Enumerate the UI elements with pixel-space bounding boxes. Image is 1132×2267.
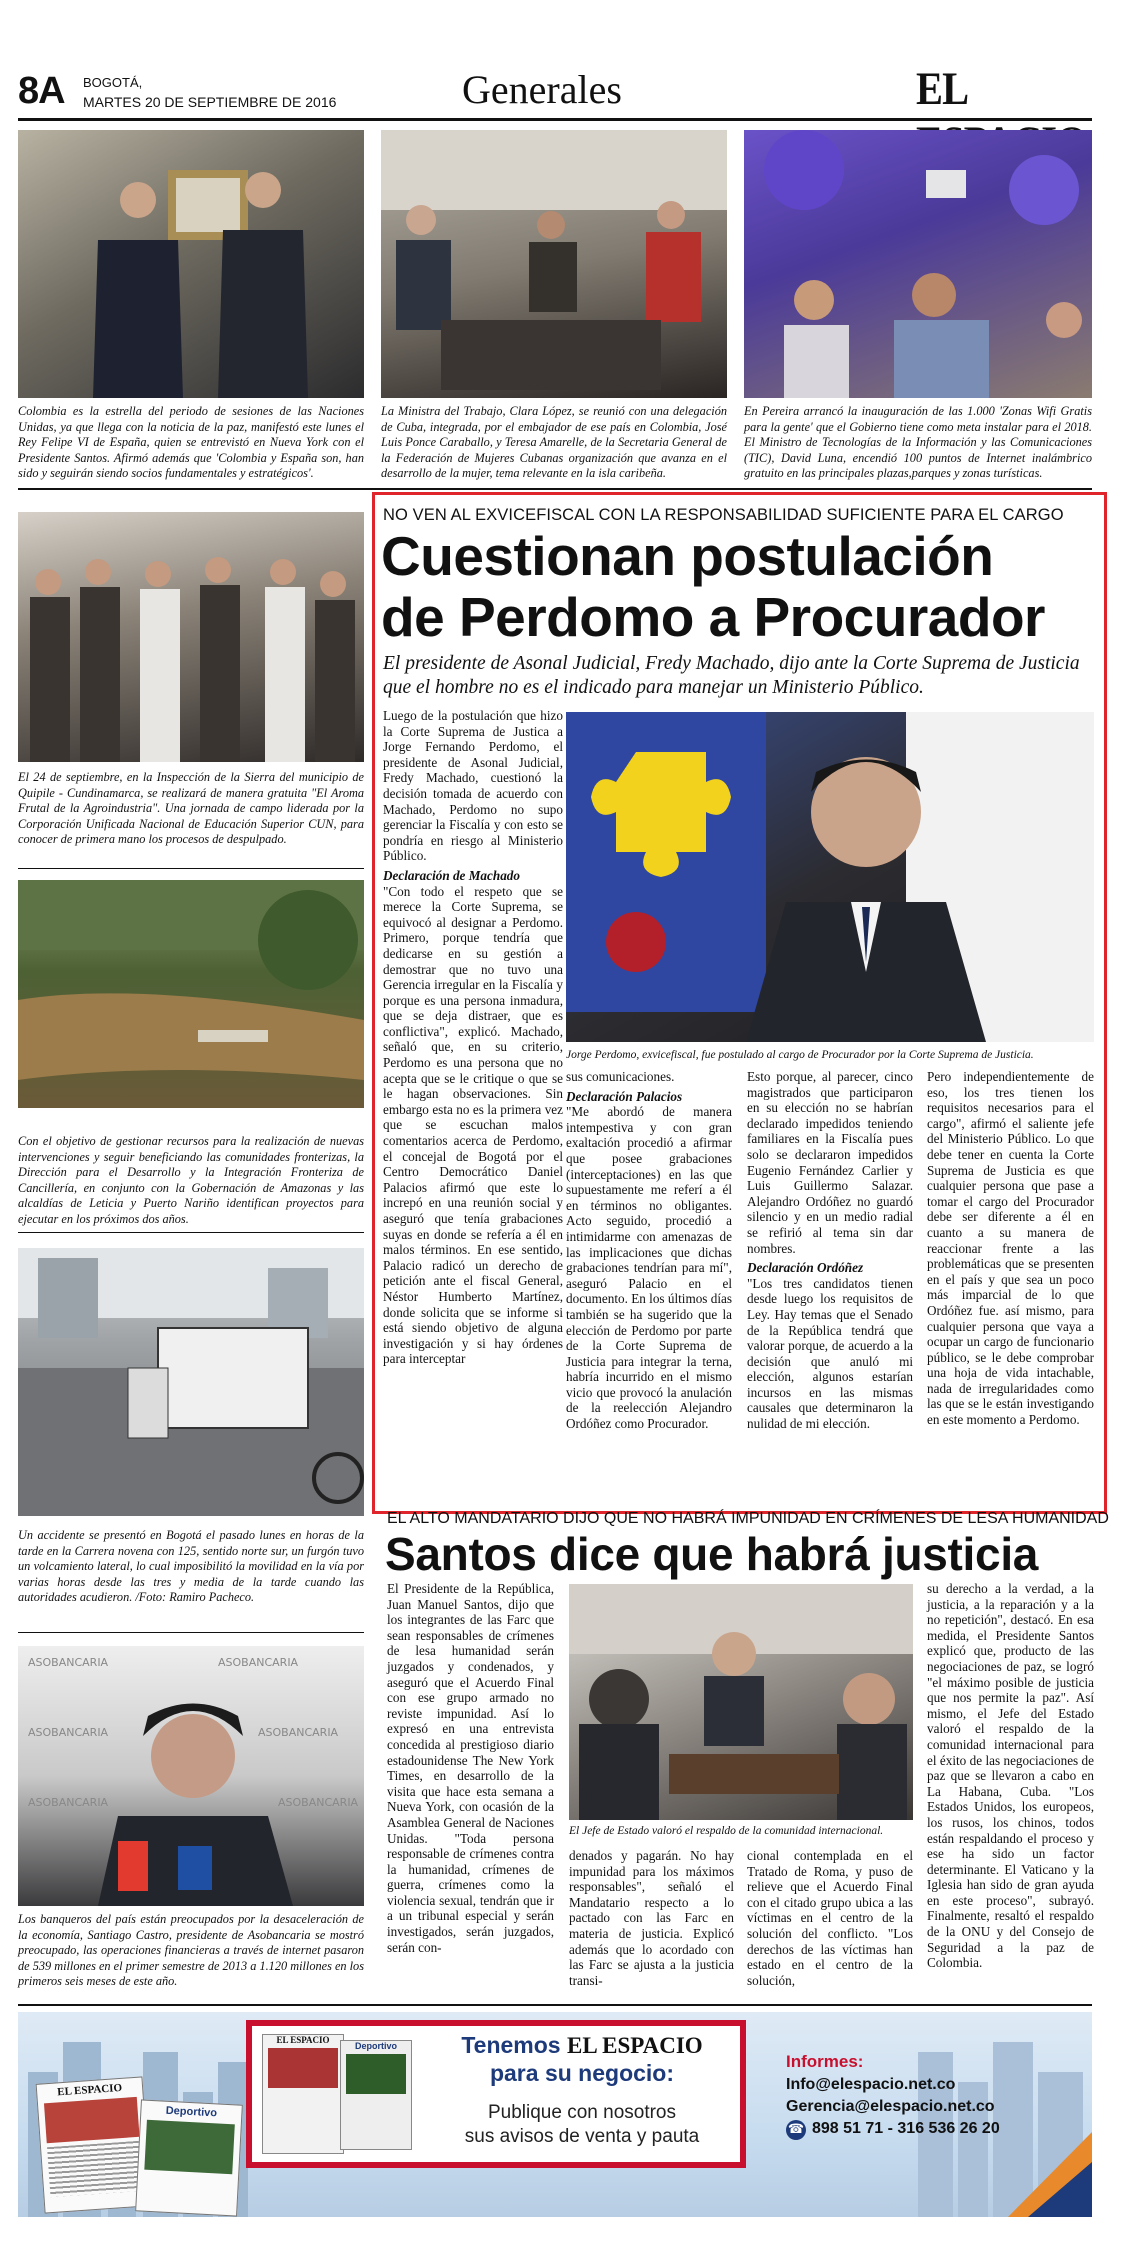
main-subhead-palacios: Declaración Palacios	[566, 1088, 683, 1104]
main-col-2	[566, 1069, 732, 1432]
second-col-1-text: El Presidente de la República, Juan Manuel Santos, dijo que los integrantes de las Farc que sean responsables de crímenes de lesa humanidad serán juzgados y condenados, y aseguró que el Acuerdo Final con ese grupo armado no reviste impunidad. Así lo expresó en una entrevista concedida al prestigioso diario estadounidense The New York Times, en desarrollo de la visita que hace esta semana a Nueva York, con ocasión de la Asamblea General de Naciones Unidas. "Toda persona responsable de crímenes contra la humanidad, crímenes de guerra, crímenes como la violencia sexual, tendrán que ir a un tribunal especial y serán investigados, serán juzgados, serán con-	[387, 1581, 554, 1955]
photo-overturned-truck-icon	[18, 1248, 364, 1516]
svg-text:ASOBANCARIA: ASOBANCARIA	[258, 1726, 339, 1739]
top-caption-1: Colombia es la estrella del periodo de sesiones de las Naciones Unidas, ya que llega con la noticia de la paz, manifestó este lunes el Rey Felipe VI de España, quien se entrevistó en Nueva York con el Presidente Santos. Afirmó además que 'Colombia y España son, han sido y seguirán siendo socios fundamentales y estratégicos'.	[18, 404, 364, 480]
left-rule-2	[18, 1232, 364, 1233]
top-caption-2: La Ministra del Trabajo, Clara López, se reunió con una delegación de Cuba, integrada, por el embajador de ese país en Colombia, José Luis Ponce Caraballo, y Teresa Amarelle, de la Secretaria General de la Federación de Mujeres Cubanas organización que avanza en el desarrollo de la mujer, tema relevante en la isla caribeña.	[381, 404, 727, 480]
left-photo-4	[18, 1646, 364, 1906]
left-photo-3	[18, 1248, 364, 1516]
second-col-3-text: cional contemplada en el Tratado de Roma, y puso de relieve que el Acuerdo Final con el citado grupo ubica a las víctimas en el centro de la solución del conflicto. "Los derechos de las víctimas han estado en el centro de la solución,	[747, 1848, 913, 1988]
main-col-4	[927, 1069, 1094, 1428]
main-col-3-text: Esto porque, al parecer, cinco magistrados que participaron en su elección no se habrían declarado impedidos teniendo familiares en la Fiscalía pues solo se declararon impedidos Eugenio Fernández Carlier y Luis Guillermo Salazar. Alejandro Ordóñez no guardó silencio y en un medio radial se refirió al tema sin dar nombres.	[747, 1069, 913, 1256]
mini-newspaper-title: EL ESPACIO	[56, 2081, 123, 2099]
left-caption-2: Con el objetivo de gestionar recursos para la realización de nuevas intervenciones y seguir beneficiando las comunidades fronterizas, la Dirección para el Desarrollo y la Integración Fronteriza de Cancillería, en conjunto con la Gobernación de Amazonas y las alcaldías de Leticia y Puerto Nariño identifican proyectos para ejecutar en los próximos dos años.	[18, 1134, 364, 1226]
billboard-newspaper-2	[340, 2040, 412, 2150]
main-col-1-intro	[383, 708, 563, 1367]
second-kicker: EL ALTO MANDATARIO DIJO QUE NO HABRÁ IMPUNIDAD EN CRÍMENES DE LESA HUMANIDAD	[387, 1510, 1109, 1527]
left-photo-1	[18, 512, 364, 762]
main-col-4-text: Pero independientemente de eso, los tres tienen los requisitos necesarios para el cargo", afirmó el saliente jefe del Ministerio Público. Lo que debe tener en cuenta la Corte Suprema de Justicia es que cualquier persona que pase a tomar el cargo del Procurador debe ser diferente a él en cuanto a su manera de reaccionar frente a las problemáticas que se presenten en el país y que sea un poco más imparcial de lo que Ordóñez fue. así mismo, para cualquier persona que vaya a ocupar un cargo de funcionario público, se le debe comprobar una hoja de vida intachable, nada de irregularidades como las que se le están investigando en este momento a Perdomo.	[927, 1069, 1094, 1428]
newspaper-logo: EL	[916, 63, 966, 115]
main-deck: El presidente de Asonal Judicial, Fredy Machado, dijo ante la Corte Suprema de Justicia que el hombre no es el indicado para manejar un Ministerio Público.	[383, 653, 1080, 698]
top-photo-2	[381, 130, 727, 398]
ad-top-rule	[18, 2004, 1092, 2006]
main-subhead-machado: Declaración de Machado	[383, 867, 520, 883]
photo-river-border-icon	[18, 880, 364, 1108]
ad-email-2[interactable]: Gerencia@elespacio.net.co	[786, 2098, 995, 2115]
photo-ministra-trabajo-icon	[381, 130, 727, 398]
top-photo-1	[18, 130, 364, 398]
main-col-1b-text: "Con todo el respeto que se merece la Corte Suprema, se equivocó al designar a Perdomo. Primero, porque tendría que dedicarse en su gestión a demostrar que no tuvo una Gerencia irregular en la Fiscalía y porque es una persona inmadura, que se deja distraer, que es conflictiva", explicó. Machado, señaló que, en su criterio, Perdomo es una persona que no acepta que se le critique o que se le hagan observaciones. Sin embargo esta no es la primera vez que se escuchan malos comentarios acerca de Perdomo, el concejal de Bogotá por el Centro Democrático Daniel Palacios afirmó que este lo increpó en una reunión social y aseguró que tenía grabaciones suyas en donde se refería a él en malos términos. En ese sentido, Palacio radicó un derecho de petición ante el fiscal General, Néstor Humberto Martínez, donde solicita que se informe si está siendo objetivo de alguna investigación y si hay órdenes para interceptar	[383, 883, 563, 1367]
ad-line-2: para su negocio:	[489, 2060, 675, 2086]
ad-line-3: Publique con nosotros	[487, 2102, 676, 2123]
main-subhead-ordonez: Declaración Ordóñez	[747, 1260, 864, 1276]
main-col-1-text: Luego de la postulación que hizo la Corte Suprema de Justica a Jorge Fernando Perdomo, el presidente de Asonal Judicial, Fredy Machado, cuestionó la decisión tomada de acuerdo con Machado, Perdomo no supo gerenciar la Fiscalía y con esto se pondría en riesgo al Ministerio Público.	[383, 708, 563, 864]
second-col-1	[387, 1581, 554, 1955]
photo-santos-felipe-icon	[18, 130, 364, 398]
masthead-city: BOGOTÁ,	[83, 75, 143, 90]
main-col-3	[747, 1069, 913, 1432]
mini-photo-icon	[44, 2097, 140, 2143]
main-col-2-text: sus comunicaciones.	[566, 1069, 675, 1084]
ad-phones: 898 51 71 - 316 536 26 20	[812, 2120, 1000, 2137]
svg-text:ASOBANCARIA: ASOBANCARIA	[278, 1796, 359, 1809]
main-photo-caption: Jorge Perdomo, exvicefiscal, fue postulado al cargo de Procurador por la Corte Suprema de Justicia.	[566, 1049, 1034, 1061]
ad-line-1b: EL ESPACIO	[566, 2033, 703, 2058]
mini-text-lines	[47, 2141, 143, 2197]
second-headline: Santos dice que habrá justicia	[385, 1528, 1039, 1580]
second-col-2-text: denados y pagarán. No hay impunidad para los máximos responsables", señaló el Mandatario respecto a lo pactado con las Farc en materia de justicia. Explicó además que lo acordado con las Farc se ajusta a la justicia transi-	[569, 1848, 734, 1988]
ad-banner	[18, 2012, 1092, 2217]
svg-text:ASOBANCARIA: ASOBANCARIA	[28, 1656, 109, 1669]
section-title: Generales	[462, 67, 622, 112]
left-caption-3: Un accidente se presentó en Bogotá el pasado lunes en horas de la tarde en la Carrera novena con 125, sentido norte sur, un furgón tuvo un volcamiento lateral, lo cual imposibilitó la movilidad en la vía por varias horas desde las tres y media de la tarde cuando las autoridades acudieron. /Foto: Ramiro Pacheco.	[18, 1528, 364, 1604]
billboard-newspaper-title: EL ESPACIO	[276, 2035, 330, 2045]
phone-icon: ☎	[786, 2120, 806, 2140]
left-rule-3	[18, 1632, 364, 1633]
ad-billboard	[246, 2020, 746, 2168]
second-photo	[569, 1584, 913, 1820]
svg-text:ASOBANCARIA: ASOBANCARIA	[28, 1726, 109, 1739]
second-photo-caption: El Jefe de Estado valoró el respaldo de la comunidad internacional.	[569, 1825, 884, 1837]
mini-sports-photo-icon	[144, 2120, 234, 2175]
second-col-2	[569, 1848, 734, 1988]
mini-newspaper-2	[135, 2099, 243, 2216]
billboard-photo-icon	[268, 2048, 338, 2088]
svg-text:ASOBANCARIA: ASOBANCARIA	[28, 1796, 109, 1809]
main-col-2b-text: "Me abordó de manera intempestiva y con gran exaltación procedió a afirmar que posee grabaciones (interceptaciones) en las que supuestamente me referí a él en términos no obligantes. Acto seguido, procedió a intimidarme con amenazas de las implicaciones que dichas grabaciones tendrían para mí", aseguró Palacio en el documento. En los últimos días también se ha sugerido que la elección de Perdomo por parte de la Corte Suprema de Justicia para integrar la terna, habría incurrido en el mismo vicio que provocó la anulación de la reelección Alejandro Ordóñez como Procurador.	[566, 1104, 732, 1432]
mini-deportivo-title: Deportivo	[165, 2104, 218, 2120]
second-col-3	[747, 1848, 913, 1988]
photo-zonas-wifi-icon	[744, 130, 1092, 398]
masthead-date: MARTES 20 DE SEPTIEMBRE DE 2016	[83, 94, 337, 110]
left-photo-2	[18, 880, 364, 1108]
left-caption-1: El 24 de septiembre, en la Inspección de la Sierra del municipio de Quipile - Cundinamarca, se realizará de manera gratuita "El Aroma Frutal de la Agroindustria". Una jornada de campo liderada por la Corporación Unificada Nacional de Educación Superior CUN, para conocer de primera mano los procesos de despulpado.	[18, 770, 364, 846]
left-caption-4: Los banqueros del país están preocupados por la desaceleración de la economía, Santiago Castro, presidente de Asobancaria se mostró preocupado, las operaciones financieras a través de internet pasaron de 539 millones en el primer semestre de 2013 a 1.120 millones en los primeros seis meses de este año.	[18, 1912, 364, 1988]
top-row-rule	[18, 488, 1092, 490]
photo-quipile-group-icon	[18, 512, 364, 762]
top-photo-3	[744, 130, 1092, 398]
billboard-newspaper-1	[262, 2034, 344, 2154]
ad-info-title: Informes:	[786, 2052, 864, 2071]
ad-email-1[interactable]: Info@elespacio.net.co	[786, 2076, 956, 2093]
left-rule-1	[18, 868, 364, 869]
photo-jorge-perdomo-icon	[566, 712, 1094, 1042]
svg-text:ASOBANCARIA: ASOBANCARIA	[218, 1656, 299, 1669]
main-headline-2: de Perdomo a Procurador	[381, 586, 1045, 648]
photo-asobancaria-icon	[18, 1646, 364, 1906]
main-col-3b-text: "Los tres candidatos tienen desde luego los requisitos de Ley. Hay temas que el Senado de la República tendrá que valorar porque, de acuerdo a la decisión que anuló mi elección, algunos estarían incursos en las mismas causales que determinaron la nulidad de mi elección.	[747, 1275, 913, 1432]
ad-line-4: sus avisos de venta y pauta	[464, 2126, 700, 2147]
second-col-4-text: su derecho a la verdad, a la justicia, a la reparación y a la no repetición", destacó. En esa medida, el Presidente Santos explicó que, producto de las negociaciones de paz, se logró "el máximo posible de justicia que nos permite la paz". Así mismo, el Jefe del Estado valoró el respaldo de la comunidad internacional para el éxito de las negociaciones de paz que se llevaron a cabo en La Habana, Cuba. "Los Estados Unidos, los europeos, los rusos, los chinos, todos están respaldando el proceso y ese ha sido un factor determinante. El Vaticano y la Iglesia han sido de gran ayuda en este proceso", subrayó. Finalmente, resaltó el respaldo de la ONU y del Consejo de Seguridad a la paz de Colombia.	[927, 1581, 1094, 1971]
billboard-deportivo-title: Deportivo	[354, 2041, 397, 2051]
photo-santos-meeting-icon	[569, 1584, 913, 1820]
masthead-rule	[18, 118, 1092, 121]
billboard-sports-icon	[346, 2054, 406, 2094]
main-headline-1: Cuestionan postulación	[381, 525, 994, 587]
ad-line-1a: Tenemos	[461, 2032, 561, 2058]
top-caption-3: En Pereira arrancó la inauguración de las 1.000 'Zonas Wifi Gratis para la gente' que el Gobierno tiene como meta instalar para el 2018. El Ministro de Tecnologías de la Información y las Comunicaciones (TIC), David Luna, encendió 100 puntos de Internet inalámbrico gratuito en las principales plazas,parques y zonas turísticas.	[744, 404, 1092, 480]
mini-newspaper-1	[36, 2076, 152, 2213]
page-number: 8A	[18, 70, 65, 112]
ad-line-1	[422, 2032, 742, 2059]
main-kicker: NO VEN AL EXVICEFISCAL CON LA RESPONSABILIDAD SUFICIENTE PARA EL CARGO	[383, 506, 1064, 524]
second-col-4	[927, 1581, 1094, 1971]
main-photo	[566, 712, 1094, 1042]
